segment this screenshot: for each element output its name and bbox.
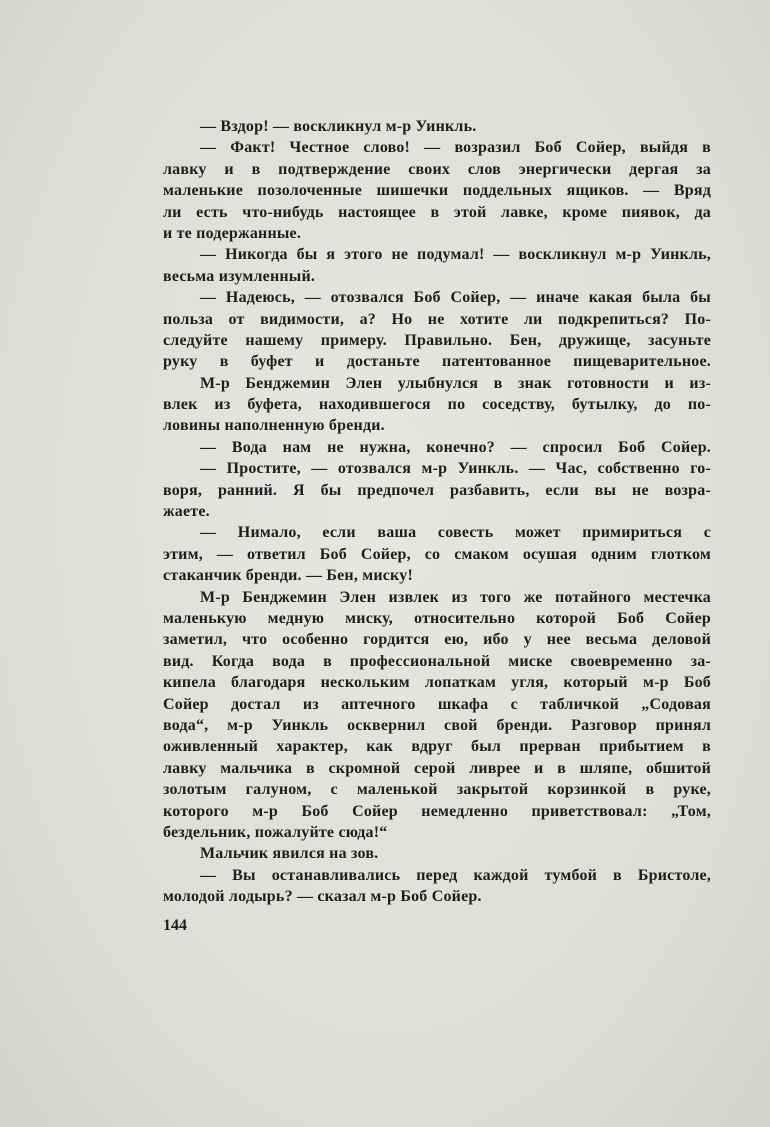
text-line: лавку мальчика в скромной серой ливрее и в шляпе, обшитой bbox=[163, 759, 711, 777]
page-number: 144 bbox=[163, 917, 187, 934]
text-line: влек из буфета, находившегося по соседству, бутылку, до по- bbox=[163, 396, 711, 414]
text-line: — Вздор! — воскликнул м-р Уинкль. bbox=[200, 118, 477, 135]
text-line: стаканчик бренди. — Бен, миску! bbox=[163, 567, 413, 585]
text-line: которого м-р Боб Сойер немедленно приветствовал: „Том, bbox=[163, 802, 711, 820]
text-line: ловины наполненную бренди. bbox=[163, 417, 385, 435]
text-line: бездельник, пожалуйте сюда!“ bbox=[163, 823, 388, 841]
page-body-text bbox=[163, 116, 711, 907]
text-line: жаете. bbox=[163, 503, 210, 521]
text-line: следуйте нашему примеру. Правильно. Бен, дружище, засуньте bbox=[163, 331, 711, 349]
text-line: оживленный характер, как вдруг был прерван прибытием в bbox=[163, 738, 711, 756]
text-line: М-р Бенджемин Элен извлек из того же потайного местечка bbox=[200, 588, 711, 606]
text-line: золотым галуном, с маленькой закрытой корзинкой в руке, bbox=[163, 781, 711, 799]
text-line: — Нимало, если ваша совесть может примириться с bbox=[200, 524, 711, 542]
text-line: кипела благодаря нескольким лопаткам угля, который м-р Боб bbox=[163, 674, 711, 692]
text-line: весьма изумленный. bbox=[163, 267, 316, 285]
text-line: руку в буфет и достаньте патентованное пищеварительное. bbox=[163, 353, 711, 371]
text-line: этим, — ответил Боб Сойер, со смаком осушая одним глотком bbox=[163, 545, 711, 563]
text-line: польза от видимости, а? Но не хотите ли подкрепиться? По- bbox=[163, 310, 711, 328]
text-line: молодой лодырь? — сказал м-р Боб Сойер. bbox=[163, 888, 482, 906]
text-line: и те подержанные. bbox=[163, 224, 302, 242]
text-line: М-р Бенджемин Элен улыбнулся в знак готовности и из- bbox=[200, 374, 711, 392]
text-line: Мальчик явился на зов. bbox=[200, 845, 379, 863]
text-line: вода“, м-р Уинкль осквернил свой бренди. Разговор принял bbox=[163, 716, 711, 734]
text-line: маленькие позолоченные шишечки поддельных ящиков. — Вряд bbox=[163, 182, 711, 200]
text-line: маленькую медную миску, относительно которой Боб Сойер bbox=[163, 609, 711, 627]
text-line: заметил, что особенно гордится ею, ибо у нее весьма деловой bbox=[163, 631, 711, 649]
text-line: — Вода нам не нужна, конечно? — спросил Боб Сойер. bbox=[200, 438, 711, 456]
text-line: вид. Когда вода в профессиональной миске своевременно за- bbox=[163, 652, 711, 670]
text-line: ли есть что-нибудь настоящее в этой лавке, кроме пиявок, да bbox=[163, 203, 711, 221]
text-line: воря, ранний. Я бы предпочел разбавить, если вы не возра- bbox=[163, 481, 711, 499]
text-line: — Простите, — отозвался м-р Уинкль. — Час, собственно го- bbox=[200, 460, 711, 478]
text-line: — Надеюсь, — отозвался Боб Сойер, — иначе какая была бы bbox=[200, 289, 711, 307]
text-line: лавку и в подтверждение своих слов энергически дергая за bbox=[163, 160, 711, 178]
text-line: — Никогда бы я этого не подумал! — воскликнул м-р Уинкль, bbox=[200, 246, 711, 264]
text-line: Сойер достал из аптечного шкафа с табличкой „Содовая bbox=[163, 695, 711, 713]
text-line: — Вы останавливались перед каждой тумбой в Бристоле, bbox=[200, 866, 711, 884]
text-line: — Факт! Честное слово! — возразил Боб Сойер, выйдя в bbox=[200, 139, 711, 157]
